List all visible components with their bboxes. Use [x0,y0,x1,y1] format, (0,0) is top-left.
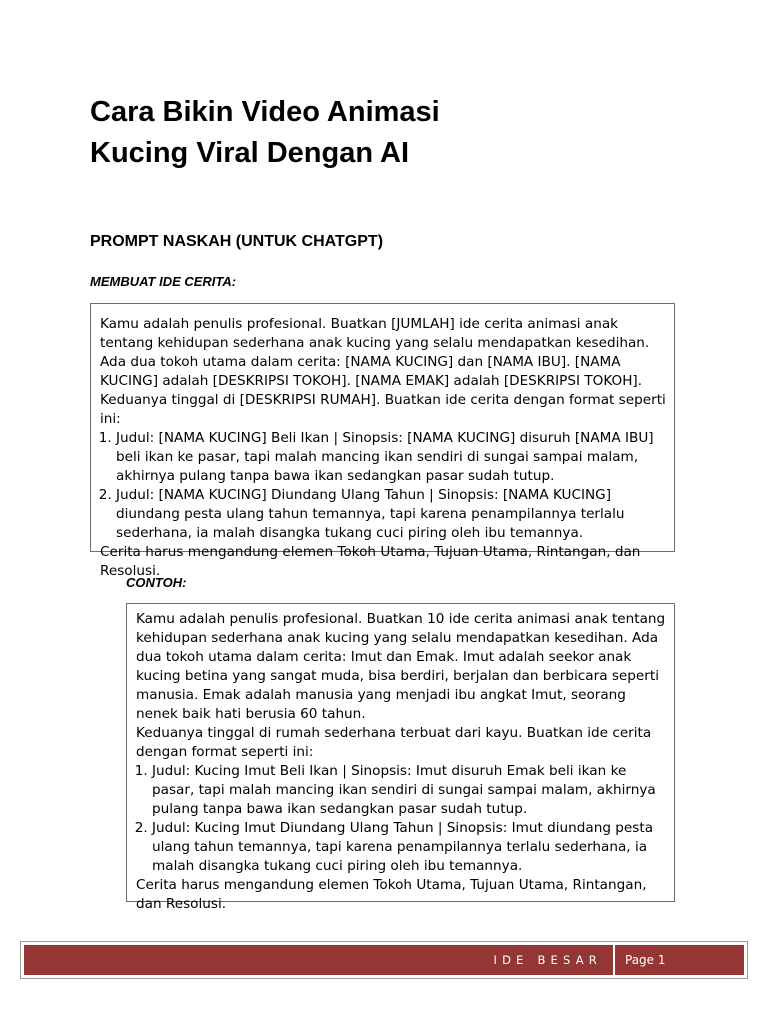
example-list-item: 1. Judul: Kucing Imut Beli Ikan | Sinopsis: Imut disuruh Emak beli ikan ke pasar, tapi malah mancing ikan sendiri di sungai sampai malam, akhirnya pulang tanpa bawa ikan sedangkan pasar sudah tutup. [152,762,666,819]
prompt-template-box [90,303,675,579]
page-number: Page 1 [625,953,666,967]
footer-divider [613,945,615,975]
prompt-closing: Cerita harus mengandung elemen Tokoh Utama, Tujuan Utama, Rintangan, dan Resolusi. [100,544,641,579]
prompt-list [100,429,666,543]
example-list [136,762,666,876]
prompt-list-item: 1. Judul: [NAMA KUCING] Beli Ikan | Sinopsis: [NAMA KUCING] disuruh [NAMA IBU] beli ikan ke pasar, tapi malah mancing ikan sendiri di sungai sampai malam, akhirnya pulang tanpa bawa ikan sedangkan pasar sudah tutup. [116,429,666,486]
page-footer [20,941,748,979]
prompt-intro: Kamu adalah penulis profesional. Buatkan [JUMLAH] ide cerita animasi anak tentang kehidupan sederhana anak kucing yang selalu mendapatkan kesedihan. Ada dua tokoh utama dalam cerita: [NAMA KUCING] dan [NAMA IBU]. [NAMA KUCING] adalah [DESKRIPSI TOKOH]. [NAMA EMAK] adalah [DESKRIPSI TOKOH]. Keduanya tinggal di [DESKRIPSI RUMAH]. Buatkan ide cerita dengan format seperti ini: [100,316,666,427]
example-list-item: 2. Judul: Kucing Imut Diundang Ulang Tahun | Sinopsis: Imut diundang pesta ulang tahun temannya, tapi karena penampilannya terlalu sederhana, ia malah disangka tukang cuci piring oleh ibu temannya. [152,819,666,876]
example-intro: Kamu adalah penulis profesional. Buatkan 10 ide cerita animasi anak tentang kehidupan sederhana anak kucing yang selalu mendapatkan kesedihan. Ada dua tokoh utama dalam cerita: Imut dan Emak. Imut adalah seekor anak kucing betina yang sangat muda, bisa berdiri, berjalan dan berbicara seperti manusia. Emak adalah manusia yang menjadi ibu angkat Imut, seorang nenek baik hati berusia 60 tahun. [136,611,666,722]
document-title [90,92,690,174]
example-box [126,603,675,912]
prompt-label: MEMBUAT IDE CERITA: [90,274,237,289]
title-line-2: Kucing Viral Dengan AI [90,137,410,169]
title-line-1: Cara Bikin Video Animasi [90,96,440,128]
prompt-list-item: 2. Judul: [NAMA KUCING] Diundang Ulang Tahun | Sinopsis: [NAMA KUCING] diundang pesta ulang tahun temannya, tapi karena penampilannya terlalu sederhana, ia malah disangka tukang cuci piring oleh ibu temannya. [116,486,666,543]
example-label: CONTOH: [126,575,187,590]
footer-bar [24,945,744,975]
example-closing: Cerita harus mengandung elemen Tokoh Utama, Tujuan Utama, Rintangan, dan Resolusi. [136,877,647,912]
footer-brand: IDE BESAR [493,953,602,967]
example-intro-2: Keduanya tinggal di rumah sederhana terbuat dari kayu. Buatkan ide cerita dengan format seperti ini: [136,725,652,760]
section-heading: PROMPT NASKAH (UNTUK CHATGPT) [90,233,384,250]
